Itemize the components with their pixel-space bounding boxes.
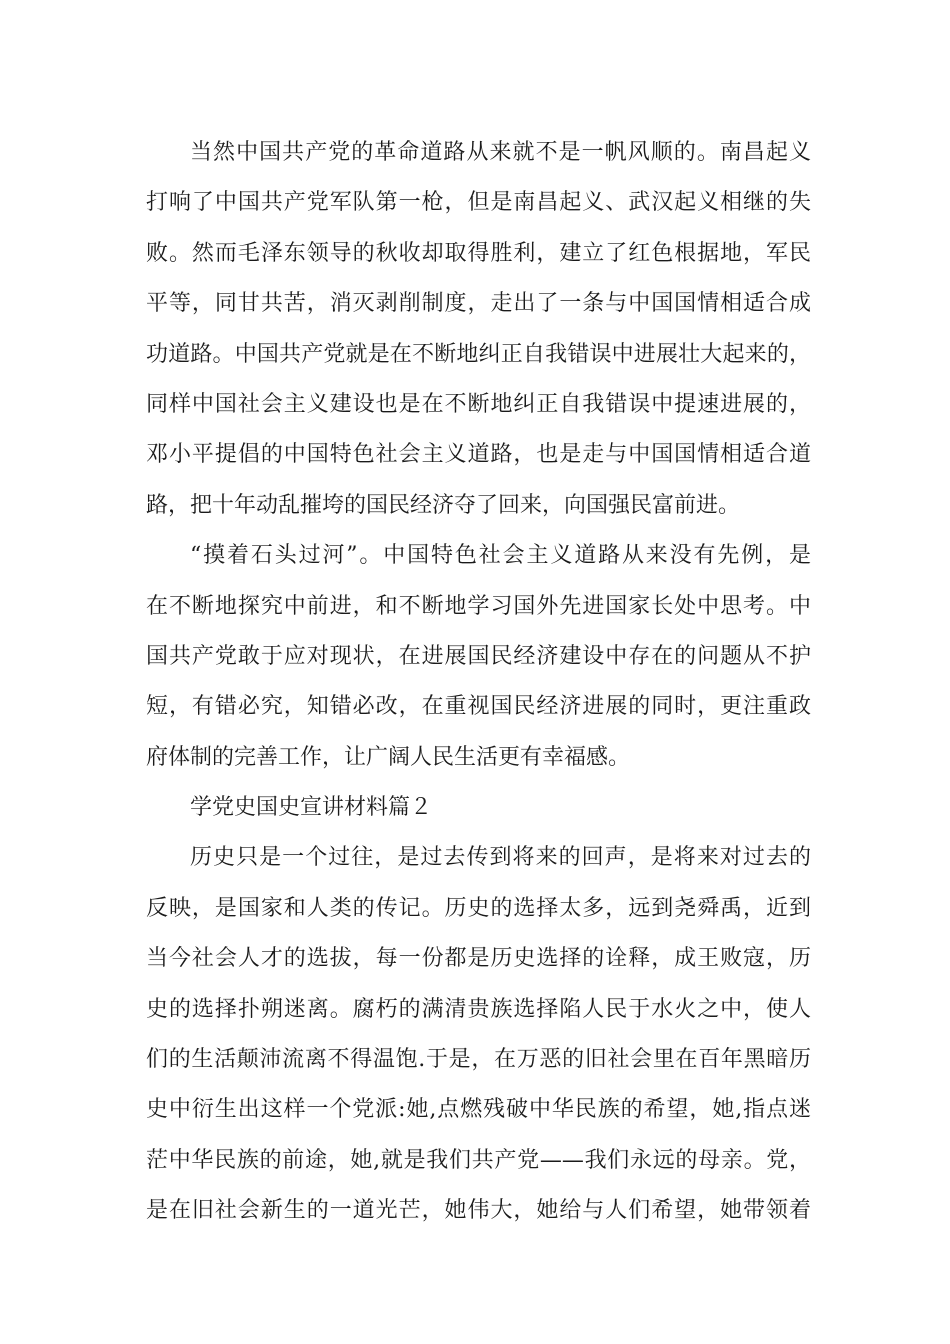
text-line: 败。然而毛泽东领导的秋收却取得胜利，建立了红色根据地，军民 <box>146 240 811 266</box>
text-line: 反映，是国家和人类的传记。历史的选择太多，远到尧舜禹，近到 <box>146 895 811 921</box>
text-line: 短，有错必究，知错必改，在重视国民经济进展的同时，更注重政 <box>146 694 811 720</box>
text-line: 功道路。中国共产党就是在不断地纠正自我错误中进展壮大起来的， <box>146 341 811 367</box>
text-line: 同样中国社会主义建设也是在不断地纠正自我错误中提速进展的， <box>146 391 811 417</box>
text-line: 当今社会人才的选拔，每一份都是历史选择的诠释，成王败寇，历 <box>146 946 811 972</box>
section-title: 学党史国史宣讲材料篇２ <box>190 795 433 821</box>
text-line: 史中衍生出这样一个党派:她,点燃残破中华民族的希望，她,指点迷 <box>146 1097 811 1123</box>
paragraph-history-choice <box>146 833 811 1236</box>
text-line: 史的选择扑朔迷离。腐朽的满清贵族选择陷人民于水火之中，使人 <box>146 996 811 1022</box>
text-line: 邓小平提倡的中国特色社会主义道路，也是走与中国国情相适合道 <box>146 442 811 468</box>
text-line: 们的生活颠沛流离不得温饱.于是，在万恶的旧社会里在百年黑暗历 <box>146 1047 811 1073</box>
text-line: 平等，同甘共苦，消灭剥削制度，走出了一条与中国国情相适合成 <box>146 291 811 317</box>
text-line: 是在旧社会新生的一道光芒，她伟大，她给与人们希望，她带领着 <box>146 1198 811 1224</box>
text-line: 打响了中国共产党军队第一枪，但是南昌起义、武汉起义相继的失 <box>146 190 811 216</box>
paragraph-revolution-road <box>146 128 811 531</box>
paragraph-crossing-river <box>146 531 811 783</box>
text-line: 路，把十年动乱摧垮的国民经济夺了回来，向国强民富前进。 <box>146 492 741 518</box>
section-heading <box>146 783 811 833</box>
text-line: 府体制的完善工作，让广阔人民生活更有幸福感。 <box>146 744 631 770</box>
document-body <box>146 128 811 1237</box>
text-line: 历史只是一个过往，是过去传到将来的回声，是将来对过去的 <box>190 845 811 871</box>
text-line: “摸着石头过河”。中国特色社会主义道路从来没有先例，是 <box>190 543 811 569</box>
text-line: 茫中华民族的前途，她,就是我们共产党——我们永远的母亲。党， <box>146 1147 811 1173</box>
text-line: 当然中国共产党的革命道路从来就不是一帆风顺的。南昌起义 <box>190 140 811 165</box>
text-line: 在不断地探究中前进，和不断地学习国外先进国家长处中思考。中 <box>146 593 811 619</box>
text-line: 国共产党敢于应对现状，在进展国民经济建设中存在的问题从不护 <box>146 643 811 669</box>
